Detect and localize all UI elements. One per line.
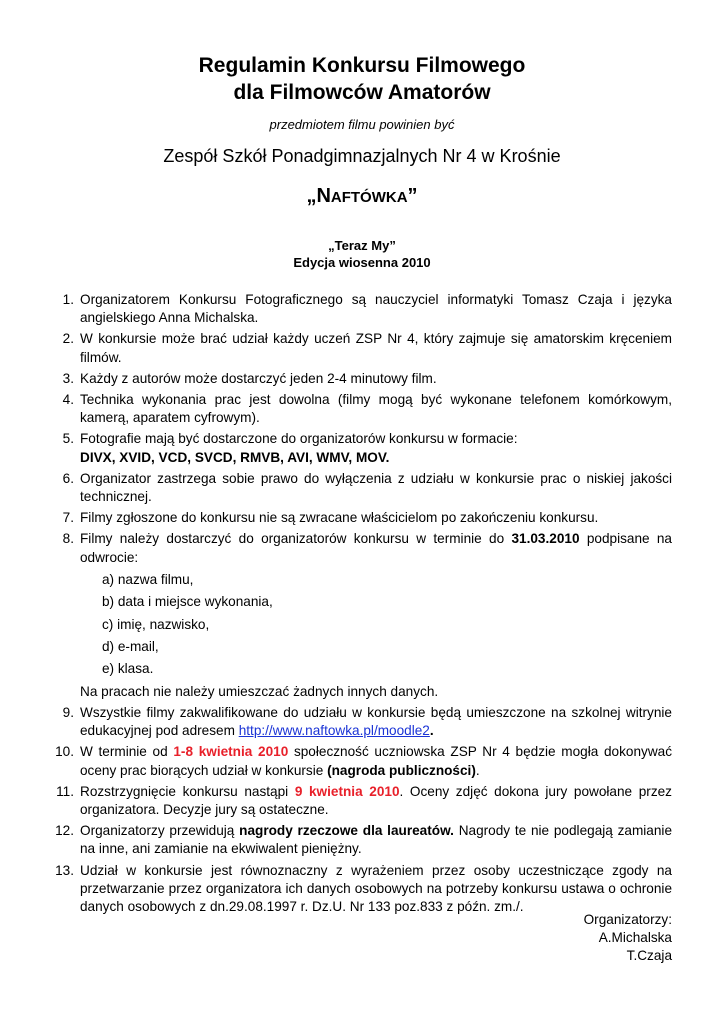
rule-text: społeczność uczniowska ZSP Nr 4 będzie mogła dokonywać oceny prac biorących udział w konkursie [80,744,672,778]
required-info-item: a) nazwa filmu, [102,571,194,587]
prizes: nagrody rzeczowe dla laureatów. [239,823,454,839]
rule-text: W konkursie może brać udział każdy uczeń ZSP Nr 4, który zajmuje się amatorskim kręceniem filmów. [80,331,672,365]
public-award: (nagroda publiczności) [327,762,476,778]
rule-number: 12. [55,823,74,839]
voting-dates: 1-8 kwietnia 2010 [173,744,289,760]
signature-name: A.Michalska [598,930,672,945]
rule-note: Na pracach nie należy umieszczać żadnych innych danych. [80,683,439,699]
rule-7 [0,509,724,527]
document-title-line2: dla Filmowców Amatorów [233,81,491,104]
rule-text: Udział w konkursie jest równoznaczny z wyrażeniem przez osoby uczestniczące zgody na przetwarzanie przez organizatora ich danych osobowych na potrzeby konkursu ustawa o ochronie danych osobowych z dn.29.08.1997 r. Dz.U. Nr 133 poz.833 z późn. zm./. [80,862,672,915]
file-formats: DIVX, XVID, VCD, SVCD, RMVB, AVI, WMV, MOV. [80,449,390,465]
rule-3 [0,370,724,388]
rule-number: 8. [62,531,74,547]
rule-text: Filmy należy dostarczyć do organizatorów konkursu w terminie do [80,531,512,547]
rule-number: 4. [62,392,74,408]
rule-text: . Oceny zdjęć dokona jury powołane przez organizatora. Decyzje jury są ostateczne. [80,783,672,818]
rules-list [0,291,724,919]
rule-number: 5. [62,431,74,447]
required-info-item: e) klasa. [102,661,154,677]
document-title-line1: Regulamin Konkursu Filmowego [198,54,526,77]
rule-number: 13. [55,862,74,878]
rule-12 [0,822,724,858]
naftowka-open: „N [306,185,331,207]
rule-text: Organizatorzy przewidują [80,823,240,839]
rule-text: Organizatorem Konkursu Fotograficznego są nauczyciel informatyki Tomasz Czaja i języka angielskiego Anna Michalska. [80,292,672,326]
rule-number: 9. [62,705,74,720]
rule-5 [0,430,724,466]
moodle-link[interactable]: http://www.naftowka.pl/moodle2 [238,723,430,739]
required-info-item: c) imię, nazwisko, [102,616,210,632]
rule-number: 1. [62,292,74,307]
edition-season: Edycja wiosenna 2010 [293,255,431,270]
rule-text: Nagrody te nie podlegają zamianie na inne, ani zamianie na ekwiwalent pieniężny. [80,823,673,857]
naftowka-rest: AFTÓWKA [330,189,408,206]
rule-6 [0,470,724,506]
rule-text: . [475,762,480,778]
rule-number: 10. [55,744,74,760]
rule-text: Każdy z autorów może dostarczyć jeden 2-4 minutowy film. [80,370,437,386]
rule-number: 11. [56,783,74,799]
rule-number: 6. [62,470,74,486]
rule-9 [0,704,724,740]
rule-text: Technika wykonania prac jest dowolna (filmy mogą być wykonane telefonem komórkowym, kamerą, aparatem cyfrowym). [80,392,672,426]
edition-name: „Teraz My” [328,238,396,253]
deadline-date: 31.03.2010 [511,531,580,547]
rule-4 [0,391,724,427]
required-info-list [102,571,672,679]
rule-1 [0,291,724,327]
rule-number: 2. [62,331,74,347]
result-date: 9 kwietnia 2010 [294,783,400,799]
required-info-item: b) data i miejsce wykonania, [102,594,273,610]
signature-name: T.Czaja [626,948,672,963]
signature-block [584,911,672,965]
required-info-item: d) e-mail, [102,639,159,655]
rule-number: 3. [62,370,74,386]
school-name: Zespół Szkół Ponadgimnazjalnych Nr 4 w Krośnie [163,146,561,166]
rule-11 [0,783,724,819]
rule-text: Filmy zgłoszone do konkursu nie są zwracane właścicielom po zakończeniu konkursu. [80,510,599,526]
rule-text: Wszystkie filmy zakwalifikowane do udziału w konkursie będą umieszczone na szkolnej witrynie edukacyjnej pod adresem [80,705,672,739]
rule-text: . [429,723,434,739]
rule-13 [0,862,724,917]
rule-10 [0,743,724,779]
rule-text: W terminie od [80,744,174,760]
edition-block [0,237,724,271]
rule-8 [0,530,724,701]
subtitle: przedmiotem filmu powinien być [269,117,455,132]
rule-text: Rozstrzygnięcie konkursu nastąpi [80,783,295,799]
naftowka-close: ” [407,185,418,207]
naftowka-heading [0,185,724,208]
rule-number: 7. [62,510,74,526]
rule-text: Organizator zastrzega sobie prawo do wyłączenia z udziału w konkursie prac o niskiej jakości technicznej. [80,470,672,505]
rule-text: podpisane na odwrocie: [80,531,672,565]
signature-label: Organizatorzy: [583,912,672,927]
rule-2 [0,330,724,366]
rule-text: Fotografie mają być dostarczone do organizatorów konkursu w formacie: [80,431,518,447]
